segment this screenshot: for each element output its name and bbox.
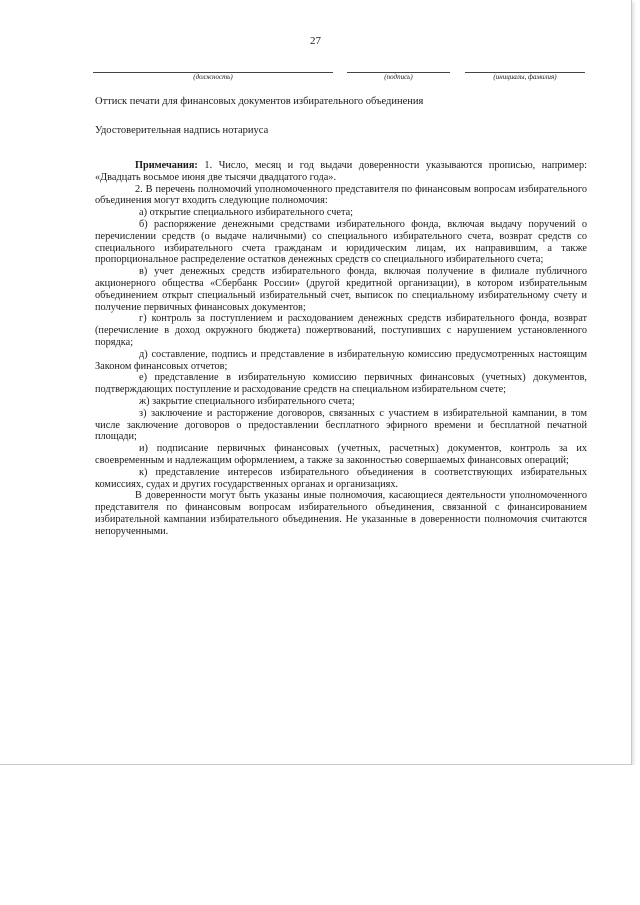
notes-heading: Примечания: bbox=[135, 160, 198, 171]
blank-area bbox=[0, 765, 640, 905]
note-item: б) распоряжение денежными средствами избирательного фонда, включая выдачу поручений о перечислении средств (о выдаче наличными) со специального избирательного счета, возврат средств со специального избирательного счета гражданам и юридическим лицам, их направившим, а также пропорциональное распределение остатков денежных средств со специального избирательного счета; bbox=[95, 218, 587, 266]
note-item: г) контроль за поступлением и расходованием денежных средств избирательного фонда, возврат (перечисление в доход окружного бюджета) пожертвований, поступивших с нарушением установленного порядка; bbox=[95, 313, 587, 348]
page-number: 27 bbox=[310, 35, 321, 47]
position-caption: (должность) bbox=[193, 73, 233, 81]
note-text: 1. Число, месяц и год выдачи доверенности указываются прописью, например: «Двадцать восьмое июня две тысячи двадцатого года». bbox=[95, 160, 588, 183]
note-paragraph: 2. В перечень полномочий уполномоченного представителя по финансовым вопросам избирательного объединения могут входить следующие полномочия: bbox=[95, 183, 587, 207]
name-caption: (инициалы, фамилия) bbox=[493, 73, 557, 81]
note-paragraph: В доверенности могут быть указаны иные полномочия, касающиеся деятельности уполномоченного представителя по финансовым вопросам избирательного объединения, связанной с финансированием избирательной кампании избирательного объединения. Не указанные в доверенности полномочия считаются непорученными. bbox=[95, 490, 587, 537]
signature-caption: (подпись) bbox=[384, 73, 413, 81]
note-item: д) составление, подпись и представление в избирательную комиссию предусмотренных настоящим Законом финансовых отчетов; bbox=[95, 348, 587, 372]
note-item: з) заключение и расторжение договоров, связанных с участием в избирательной кампании, в том числе заключение договоров о предоставлении бесплатного эфирного времени и бесплатной печатной площади; bbox=[95, 407, 587, 443]
note-item: к) представление интересов избирательного объединения в соответствующих избирательных комиссиях, судах и других государственных органах и организациях. bbox=[95, 466, 587, 490]
note-paragraph bbox=[95, 160, 587, 184]
note-item: а) открытие специального избирательного счета; bbox=[139, 207, 354, 219]
stamp-label: Оттиск печати для финансовых документов избирательного объединения bbox=[95, 96, 424, 107]
note-item: в) учет денежных средств избирательного фонда, включая получение в филиале публичного акционерного общества «Сбербанк России» (другой кредитной организации), в котором избирательным объединением открыт специальный избирательный счет, выписок по специальному избирательному счету и получение первичных финансовых документов; bbox=[95, 266, 587, 313]
notes-block bbox=[95, 160, 587, 538]
notary-label: Удостоверительная надпись нотариуса bbox=[95, 125, 269, 136]
note-item: ж) закрытие специального избирательного счета; bbox=[139, 395, 355, 407]
note-item: и) подписание первичных финансовых (учетных, расчетных) документов, контроль за их своевременным и надлежащим оформлением, а также за законностью совершаемых финансовых операций; bbox=[95, 443, 587, 466]
note-item: е) представление в избирательную комиссию первичных финансовых (учетных) документов, подтверждающих поступление и расходование средств на специальном избирательном счете; bbox=[95, 372, 587, 396]
